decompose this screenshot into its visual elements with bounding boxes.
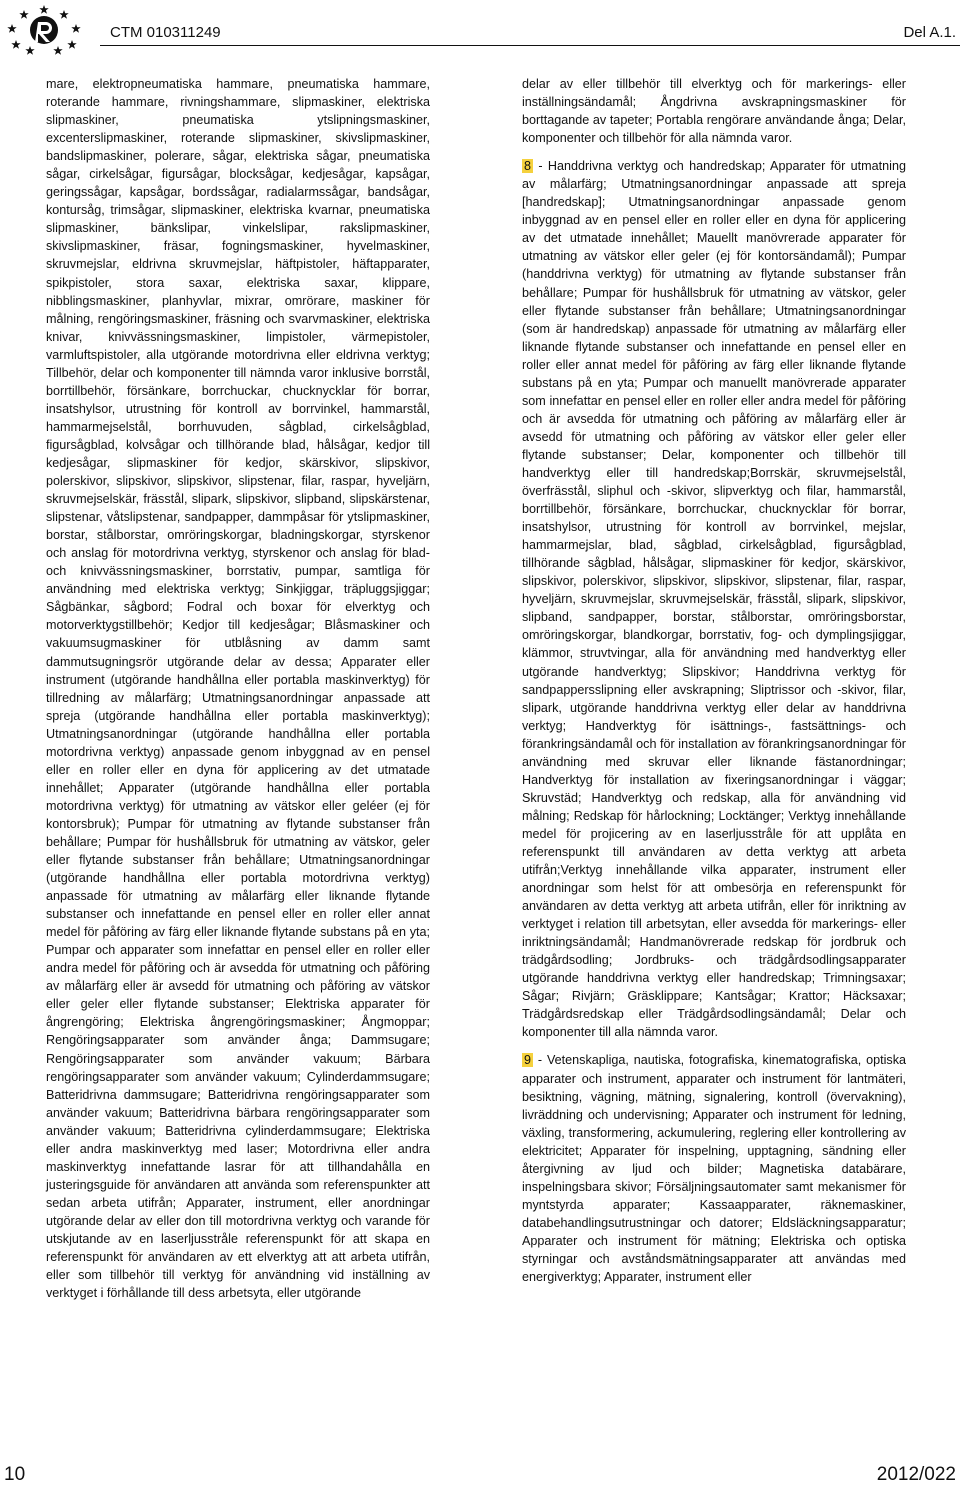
part-label: Del A.1. [903,24,956,41]
left-column [46,75,430,1302]
class-8-text: - Handdrivna verktyg och handredskap; Apparater för utmatning av målarfärg; Utmatningsanordningar anpassade att spreja [handredskap]; Utmatningsanordningar anpassade genom inbyggnad av en pensel eller en roller eller en dyna för applicering av det utmatade innehållet; Mauellt manövrerade apparater för utmatning av vätskor eller geler (ej för kontorsändamål); Pumpar (handdrivna verktyg) för utmatning av flytande substanser från behållare; Pumpar för hushållsbruk för utmatning av vätskor, geler eller flytande substanser från behållare; Utmatningsanordningar (som är handredskap) anpassade för utmatning av målarfärg eller liknande flytande substanser och innefattande en pensel eller en roller eller annat medel för påföring av färg eller liknande flytande substans på en yta; Pumpar och manuellt manövrerade apparater som innefattar en pensel eller en roller eller andra medel för påföring och är avsedda för utmatning och påföring av målarfärg eller är avsedd för utmatning och påföring av vätskor eller geler eller flytande substanser; Delar, komponenter och tillbehör till handverktyg eller till handredskap;Borrskär, skruvmejselstål, överfrässtål, sliphul och -skivor, slipverktyg och filar, hammarstål, borrtillbehör, försänkare, borrchuckar, chucknycklar för borrar, insatshylsor, utrustning för kontroll av borrvinkel, mejslar, hammarmejslar, blad, sågblad, cirkelsågblad, figursågblad, tillhörande sågblad, hålsågar, slipmaskiner för kedjor, skärskivor, slipskivor, polerskivor, slipskivor, slipskivor, slipstenar, filar, raspar, hyveljärn, skruvmejslar, skruvmejselskär, frässtål, slipark, slipskivor, slipband, sandpapper, borstar, stålborstar, omröringsborstar, omröringskorgar, blandkorgar, borrstativ, fog- och dymplingsjiggar, klämmor, struvtvingar, alla för användning med handverktyg eller utgörande handverktyg; Slipskivor; Handdrivna verktyg för sandpappersslipning eller avskrapning; Sliptrissor och -skivor, filar, slipark, utgörande handdrivna verktyg eller delar av handdrivna verktyg; Handverktyg för isättnings-, fastsättnings- och förankringsändamål och för installation av förankringsanordningar för användning med skruvar eller liknande fästanordningar; Handverktyg för installation av fixeringsanordningar i väggar; Skruvstäd; Handverktyg och redskap, alla för användning vid målning; Redskap för hårlockning; Locktänger; Verktyg innehållande medel för projicering av en laserljusstråle för att upplåta en referenspunkt till användaren av detta verktyg att arbeta utifrån;Verktyg innehållande vilka apparater, instrument eller anordningar som helst för att ombesörja en referenspunkt för användaren av detta verktyg att arbeta utifrån, eller för inriktning av verktyget i relation till arbetsytan, eller avsedda för markerings- eller inriktningsändamål; Handmanövrerade redskap för jordbruk och trädgårdsodling; Jordbruks- och trädgårdsodlingsapparater utgörande handdrivna verktyg eller handredskap; Trimningsaxar; Sågar; Rivjärn; Gräsklippare; Kantsågar; Krattor; Häcksaxar; Trädgårdsredskap eller Trädgårdsodlingsändamål; Delar och komponenter till alla nämnda varor. [522,159,906,1040]
page-number: 10 [4,1464,26,1485]
class-9-text: - Vetenskapliga, nautiska, fotografiska, kinematografiska, optiska apparater och instrument, apparater och instrument för lantmäteri, besiktning, vägning, mätning, signalering, kontroll (övervakning), livräddning och undervisning; Apparater och instrument för ledning, växling, transformering, ackumulering, reglering eller kontrollering av elektricitet; Apparater för inspelning, upptagning, sändning eller återgivning av ljud och bilder; Magnetiska databärare, inspelningsbara skivor; Försäljningsautomater samt mekanismer för myntstyrda apparater; Kassaapparater, räknemaskiner, databehandlingsutrustningar och datorer; Eldsläckningsapparatur; Apparater och instrument för mätning; Elektriska och optiska styrningar och avståndsmätningsapparater att användas med energiverktyg; Apparater, instrument eller [522,1053,906,1285]
page-header [0,0,960,60]
ohim-logo-icon [2,2,86,58]
right-column [522,75,906,1286]
class-9-paragraph [522,1051,906,1286]
document-id: CTM 010311249 [110,24,221,41]
header-rule [100,45,960,46]
class-8-number: 8 [524,159,532,174]
right-column-intro: delar av eller tillbehör till elverktyg och för markerings- eller inställningsändamål; Ångdrivna avskrapningsmaskiner för borttagande av tapeter; Portabla rengörare användande ånga; Delar, komponenter och tillbehör för alla nämnda varor. [522,77,906,146]
class-9-number: 9 [524,1053,532,1068]
class-8-paragraph [522,157,906,1041]
issue-number: 2012/022 [876,1464,956,1485]
left-column-text: mare, elektropneumatiska hammare, pneumatiska hammare, roterande hammare, rivningshammare, slipmaskiner, elektriska slipmaskiner, pneumatiska ytslipningsmaskiner, excenterslipmaskiner, roterande slipmaskiner, skivslipmaskiner, bandslipmaskiner, polerare, sågar, elektriska sågar, pneumatiska sågar, cirkelsågar, figursågar, blocksågar, kedjesågar, kapsågar, geringssågar, kapsågar, bordssågar, radialarmssågar, bandsågar, kontursåg, trimsågar, slipmaskiner, elektriska kvarnar, pneumatiska slipmaskiner, bänkslipar, vinkelslipar, rakslipmaskiner, skivslipmaskiner, fräsar, fogningsmaskiner, hyvelmaskiner, skruvmejslar, eldrivna skruvmejslar, häftpistoler, häftapparater, spikpistoler, stora saxar, elektriska saxar, klippare, nibblingsmaskiner, planhyvlar, mixrar, omrörare, maskiner för målning, rengöringsmaskiner, fräsning och svarvmaskiner, elektriska knivar, knivvässningsmaskiner, limpistoler, värmepistoler, varmluftspistoler, alla utgörande motordrivna eller eldrivna verktyg; Tillbehör, delar och komponenter till nämnda varor inklusive borrstål, borrtillbehör, försänkare, borrchuckar, chucknycklar för borrar, insatshylsor, utrustning för kontroll av borrvinkel, hammarstål, hammarmejselstål, borrhuvuden, sågblad, cirkelsågblad, figursågblad, kolvsågar och tillhörande blad, hålsågar, kedjor till kedjesågar, slipmaskiner för kedjor, skärskivor, slipskivor, polerskivor, slipskivor, slipskivor, slipstenar, filar, raspar, hyveljärn, skruvmejselskär, frässtål, slipark, slipskivor, slipband, slipskärstenar, slipstenar, våtslipstenar, sandpapper, dammpåsar för ytslipmaskiner, borstar, stålborstar, omröringskorgar, bladningskorgar, styrskenor och anslag för motordrivna verktyg, styrskenor och anslag för blad- och knivvässningsmaskiner, borrstativ, pumpar, samtliga för användning med elektriska verktyg; Sinkjiggar, träpluggsjiggar; Sågbänkar, sågbord; Fodral och boxar för elverktyg och motorverktygstillbehör; Kedjor till kedjesågar; Blåsmaskiner och vakuumsugmaskiner för utblåsning av damm samt dammutsugningsrör utgörande delar av dessa; Apparater eller instrument (utgörande handhållna eller portabla maskinverktyg) för tillredning av målarfärg; Utmatningsanordningar anpassade att spreja (utgörande handhållna eller portabla maskinverktyg); Utmatningsanordningar (utgörande handhållna eller portabla motordrivna verktyg) anpassade genom inbyggnad av en pensel eller en roller eller en dyna för applicering av det utmatade innehållet; Apparater (utgörande handhållna eller portabla motordrivna verktyg) för utmatning av vätskor eller geléer (ej för kontorsbruk); Pumpar för utmatning av flytande substanser från behållare; Pumpar för hushållsbruk för utmatning av vätskor, geler eller flytande substanser från behållare; Utmatningsanordningar (utgörande handhållna eller portabla motordrivna verktyg) anpassade för utmatning av målarfärg eller liknande flytande substanser och innefattande en pensel eller en roller eller annat medel för påföring av färg eller liknande flytande substans på en yta; Pumpar och apparater som innefattar en pensel eller en roller eller andra medel för påföring och är avsedda för utmatning och påföring av målarfärg eller är avsedd för utmatning och påföring av vätskor eller geler eller flytande substanser; Elektriska apparater för ångrengöring; Elektriska ångrengöringsmaskiner; Ångmoppar; Rengöringsapparater som använder ånga; Dammsugare; Rengöringsapparater som använder vakuum; Bärbara rengöringsapparater som använder vakuum; Cylinderdammsugare; Batteridrivna dammsugare; Batteridrivna rengöringsapparater som använder vakuum; Batteridrivna bärbara rengöringsapparater som använder vakuum; Batteridrivna cylinderdammsugare; Elektriska eller andra maskinverktyg med laser; Motordrivna eller andra maskinverktyg innefattande lasrar för att tillhandahålla en justeringsguide för användaren att använda som referenspunkter att sedan arbeta utifrån; Apparater, instrument, eller anordningar utgörande delar av eller don till motordrivna verktyg och varande för utskjutande av en laserljusstråle referenspunkt för att skapa en referenspunkt för användaren av ett elverktyg att att arbeta utifrån, eller som tillbehör till verktyg för användning vid inställning av verktyget i förhållande till dess arbetsyta, eller utgörande [46,77,430,1301]
